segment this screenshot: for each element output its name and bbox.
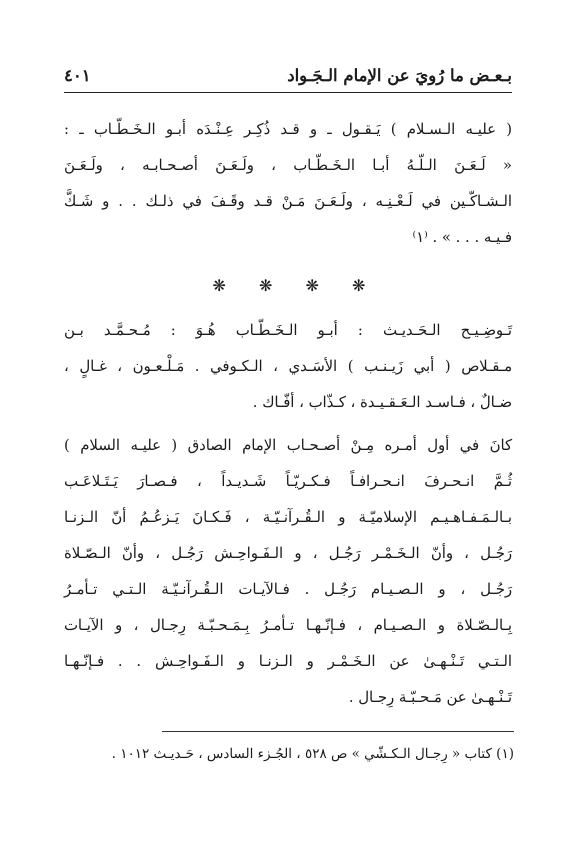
text-line: رَجُـل ، وأنّ الـخَـمْـر رَجُـل ، و الـفَـواحِـش رَجُـل ، وأنّ الـصّـلاة: [64, 545, 512, 562]
text-line: الـتـي تَـنْـهـىٰ عن الـخَـمْـر و الـزنـا و الـفَـواحِـش . . فـإنّـهـا: [64, 653, 512, 670]
running-title: بـعـض ما رُويَ عن الإمام الـجَـواد: [287, 66, 512, 85]
text-line: تَـنْـهـىٰ عن مَـحـبّـة رِجـال .: [348, 689, 512, 706]
text-line: رَجُـل ، و الـصـيـام رَجُـل . فـالآيـات الـقُـرآنـيّـة الـتـي تـأمـرُ: [64, 581, 512, 598]
text-line: ضـالٌ ، فـاسـد الـعَـقـيـدة ، كـذّاب ، أفّـاك .: [252, 394, 512, 411]
text-line: تَـوضِـيـح الـحَـديـث : أبـو الـخَـطّـاب هُـوَ : مُـحـمَّـد بـن: [64, 322, 512, 339]
page-header: [64, 62, 512, 93]
text-line: فـيـه . . . » . ⁽١⁾: [412, 229, 512, 246]
footnote-divider: [162, 731, 514, 732]
page-number: ٤٠١: [64, 66, 91, 85]
text-line: بـالـمَـفـاهـيـم الإسلاميّـة و الـقُـرآنـيّـة ، فَـكـانَ يَـزعُـمُ أنّ الـزنـا: [64, 509, 512, 526]
text-line: ثُـمَّ انـحـرفَ انـحـرافـاً فـكـريّـاً شَـديـداً ، فـصـارَ يَـتَـلاعَـب: [64, 473, 512, 490]
footnote: (١) كتاب « رِجـال الـكـشّي » ص ٥٢٨ ، الجُـزء السادس ، حَـديـث ١٠١٢ .: [111, 746, 514, 762]
text-line: ( عليـه الـسـلام ) يَـقـول ـ و قـد ذُكِـر عِـنْـدَه أبـو الـخَـطّـاب ـ :: [64, 121, 512, 138]
text-line: بِـالـصّـلاة و الـصـيـام ، فـإنّـهـا تـأمـرُ بِـمَـحـبّـة رِجـال ، و الآيـات: [64, 617, 512, 634]
text-line: الـشـاكّـين في لَـعْـنِـه ، ولَـعَـنَ مَـنْ قـد وقَـفَ في ذلـك . . و شَـكَّ: [64, 193, 512, 210]
section-separator: ❋ ❋ ❋ ❋: [212, 276, 366, 295]
text-line: كانَ في أول أمـره مِـنْ أصـحـاب الإمام الصادق ( عليـه السلام ): [64, 437, 512, 454]
text-line: « لَـعَـنَ الـلّـهُ أبـا الـخَـطّـاب ، ولَـعَـنَ أصـحـابـه ، ولَـعَـنَ: [64, 157, 512, 174]
text-line: مـقـلاص ( أبي زَيـنـب ) الأسَـدي ، الـكـوفي . مَـلْـعـون ، غـالٍ ،: [64, 358, 512, 375]
